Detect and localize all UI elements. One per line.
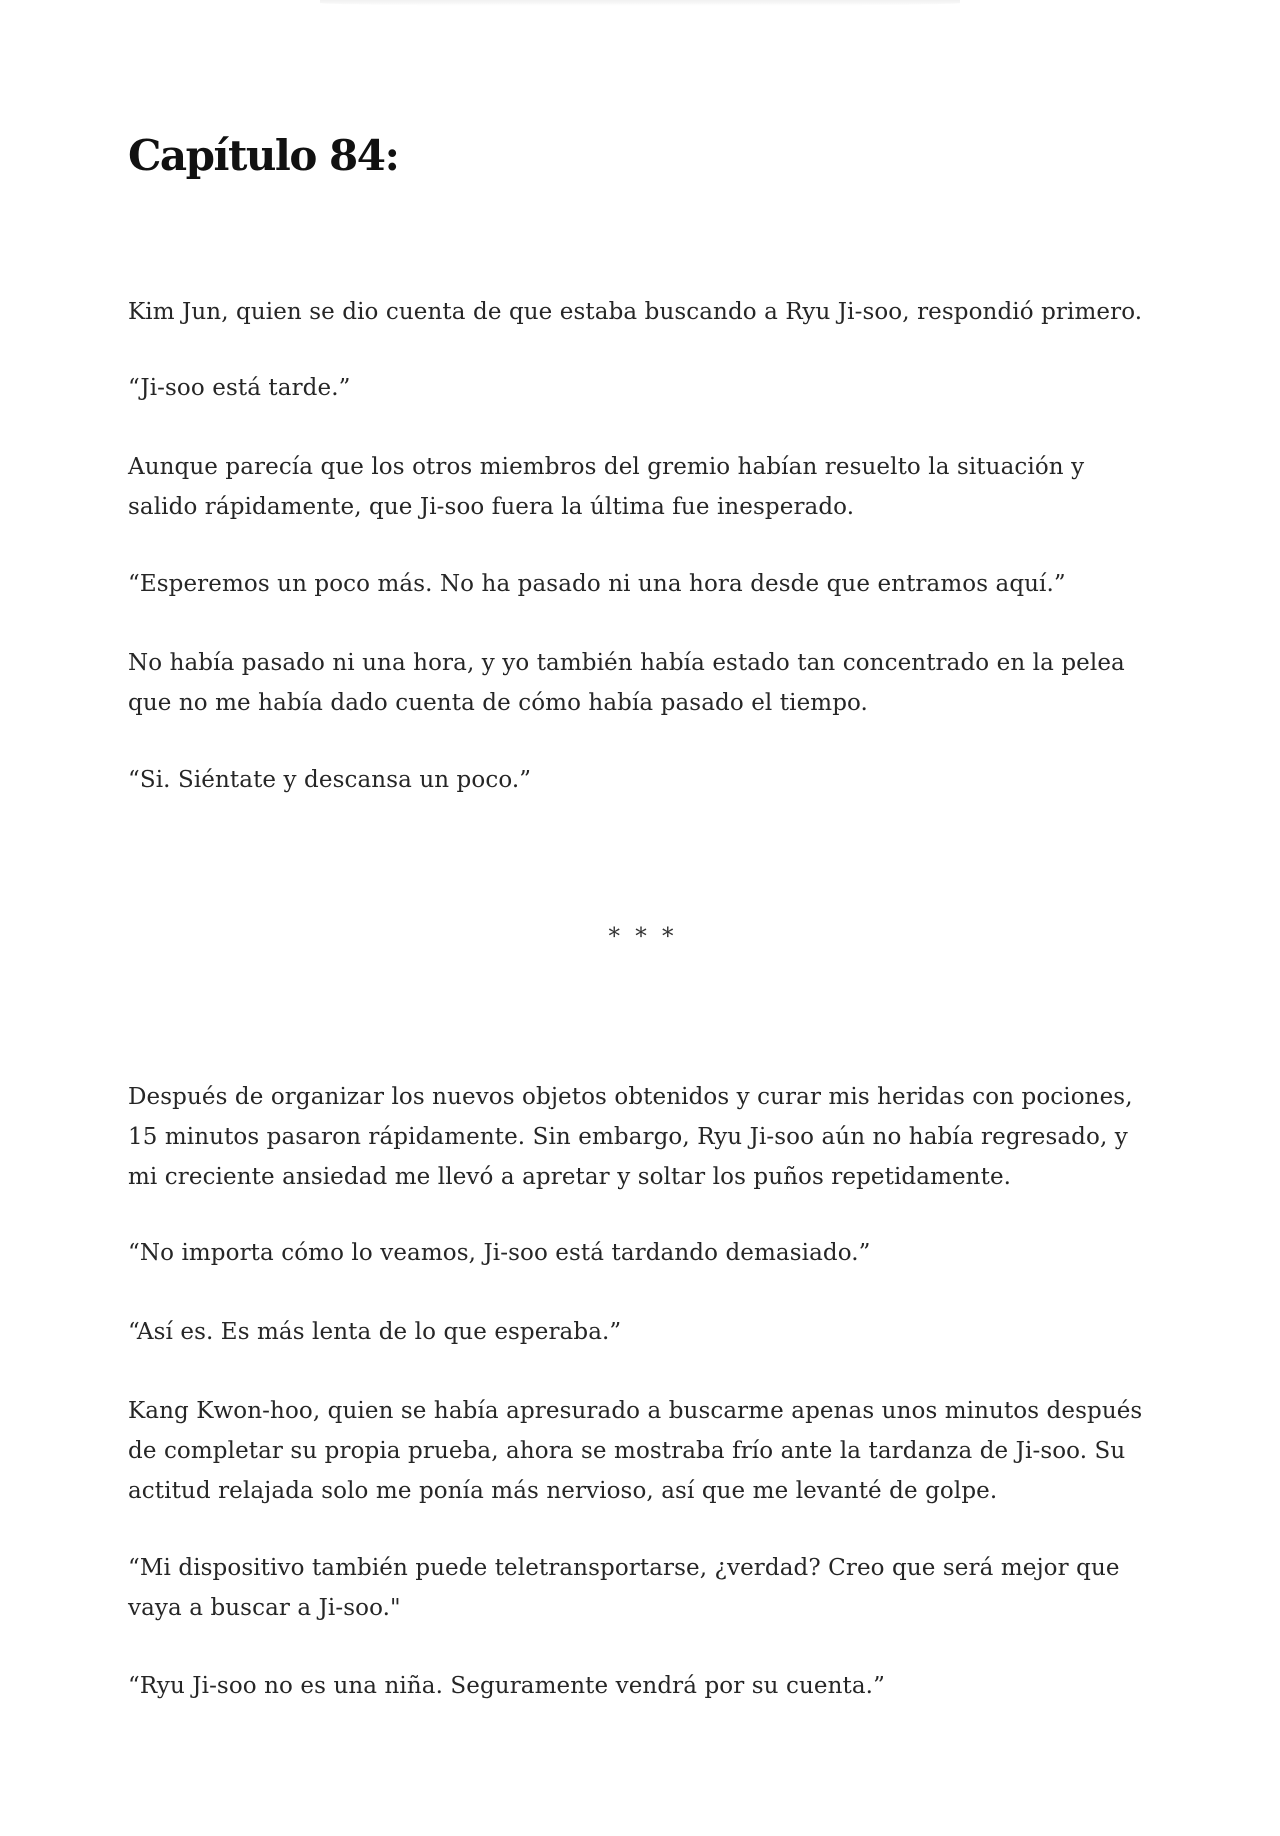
paragraph: “Mi dispositivo también puede teletransportarse, ¿verdad? Creo que será mejor que vaya a buscar a Ji-soo." [128,1555,1120,1621]
paragraph: “No importa cómo lo veamos, Ji-soo está tardando demasiado.” [128,1240,871,1266]
paragraph: Después de organizar los nuevos objetos obtenidos y curar mis heridas con pociones, 15 minutos pasaron rápidamente. Sin embargo, Ryu Ji-soo aún no había regresado, y mi creciente ansiedad me llevó a apretar y soltar los puños repetidamente. [128,1084,1133,1190]
chapter-title: Capítulo 84: [128,131,399,180]
paragraph: Kang Kwon-hoo, quien se había apresurado a buscarme apenas unos minutos después de completar su propia prueba, ahora se mostraba frío ante la tardanza de Ji-soo. Su actitud relajada solo me ponía más nervioso, así que me levanté de golpe. [128,1398,1143,1504]
paragraph: “Ji-soo está tarde.” [128,375,351,401]
paragraph: No había pasado ni una hora, y yo también había estado tan concentrado en la pelea que no me había dado cuenta de cómo había pasado el tiempo. [128,650,1125,716]
paragraph: “Si. Siéntate y descansa un poco.” [128,767,532,793]
paragraph: “Ryu Ji-soo no es una niña. Seguramente vendrá por su cuenta.” [128,1673,885,1699]
scene-separator: * * * [608,924,678,950]
top-shadow [320,0,960,6]
paragraph: Kim Jun, quien se dio cuenta de que estaba buscando a Ryu Ji-soo, respondió primero. [128,299,1143,325]
paragraph: “Así es. Es más lenta de lo que esperaba.” [128,1319,622,1345]
paragraph: “Esperemos un poco más. No ha pasado ni una hora desde que entramos aquí.” [128,571,1066,597]
paragraph: Aunque parecía que los otros miembros del gremio habían resuelto la situación y salido rápidamente, que Ji-soo fuera la última fue inesperado. [128,454,1085,520]
